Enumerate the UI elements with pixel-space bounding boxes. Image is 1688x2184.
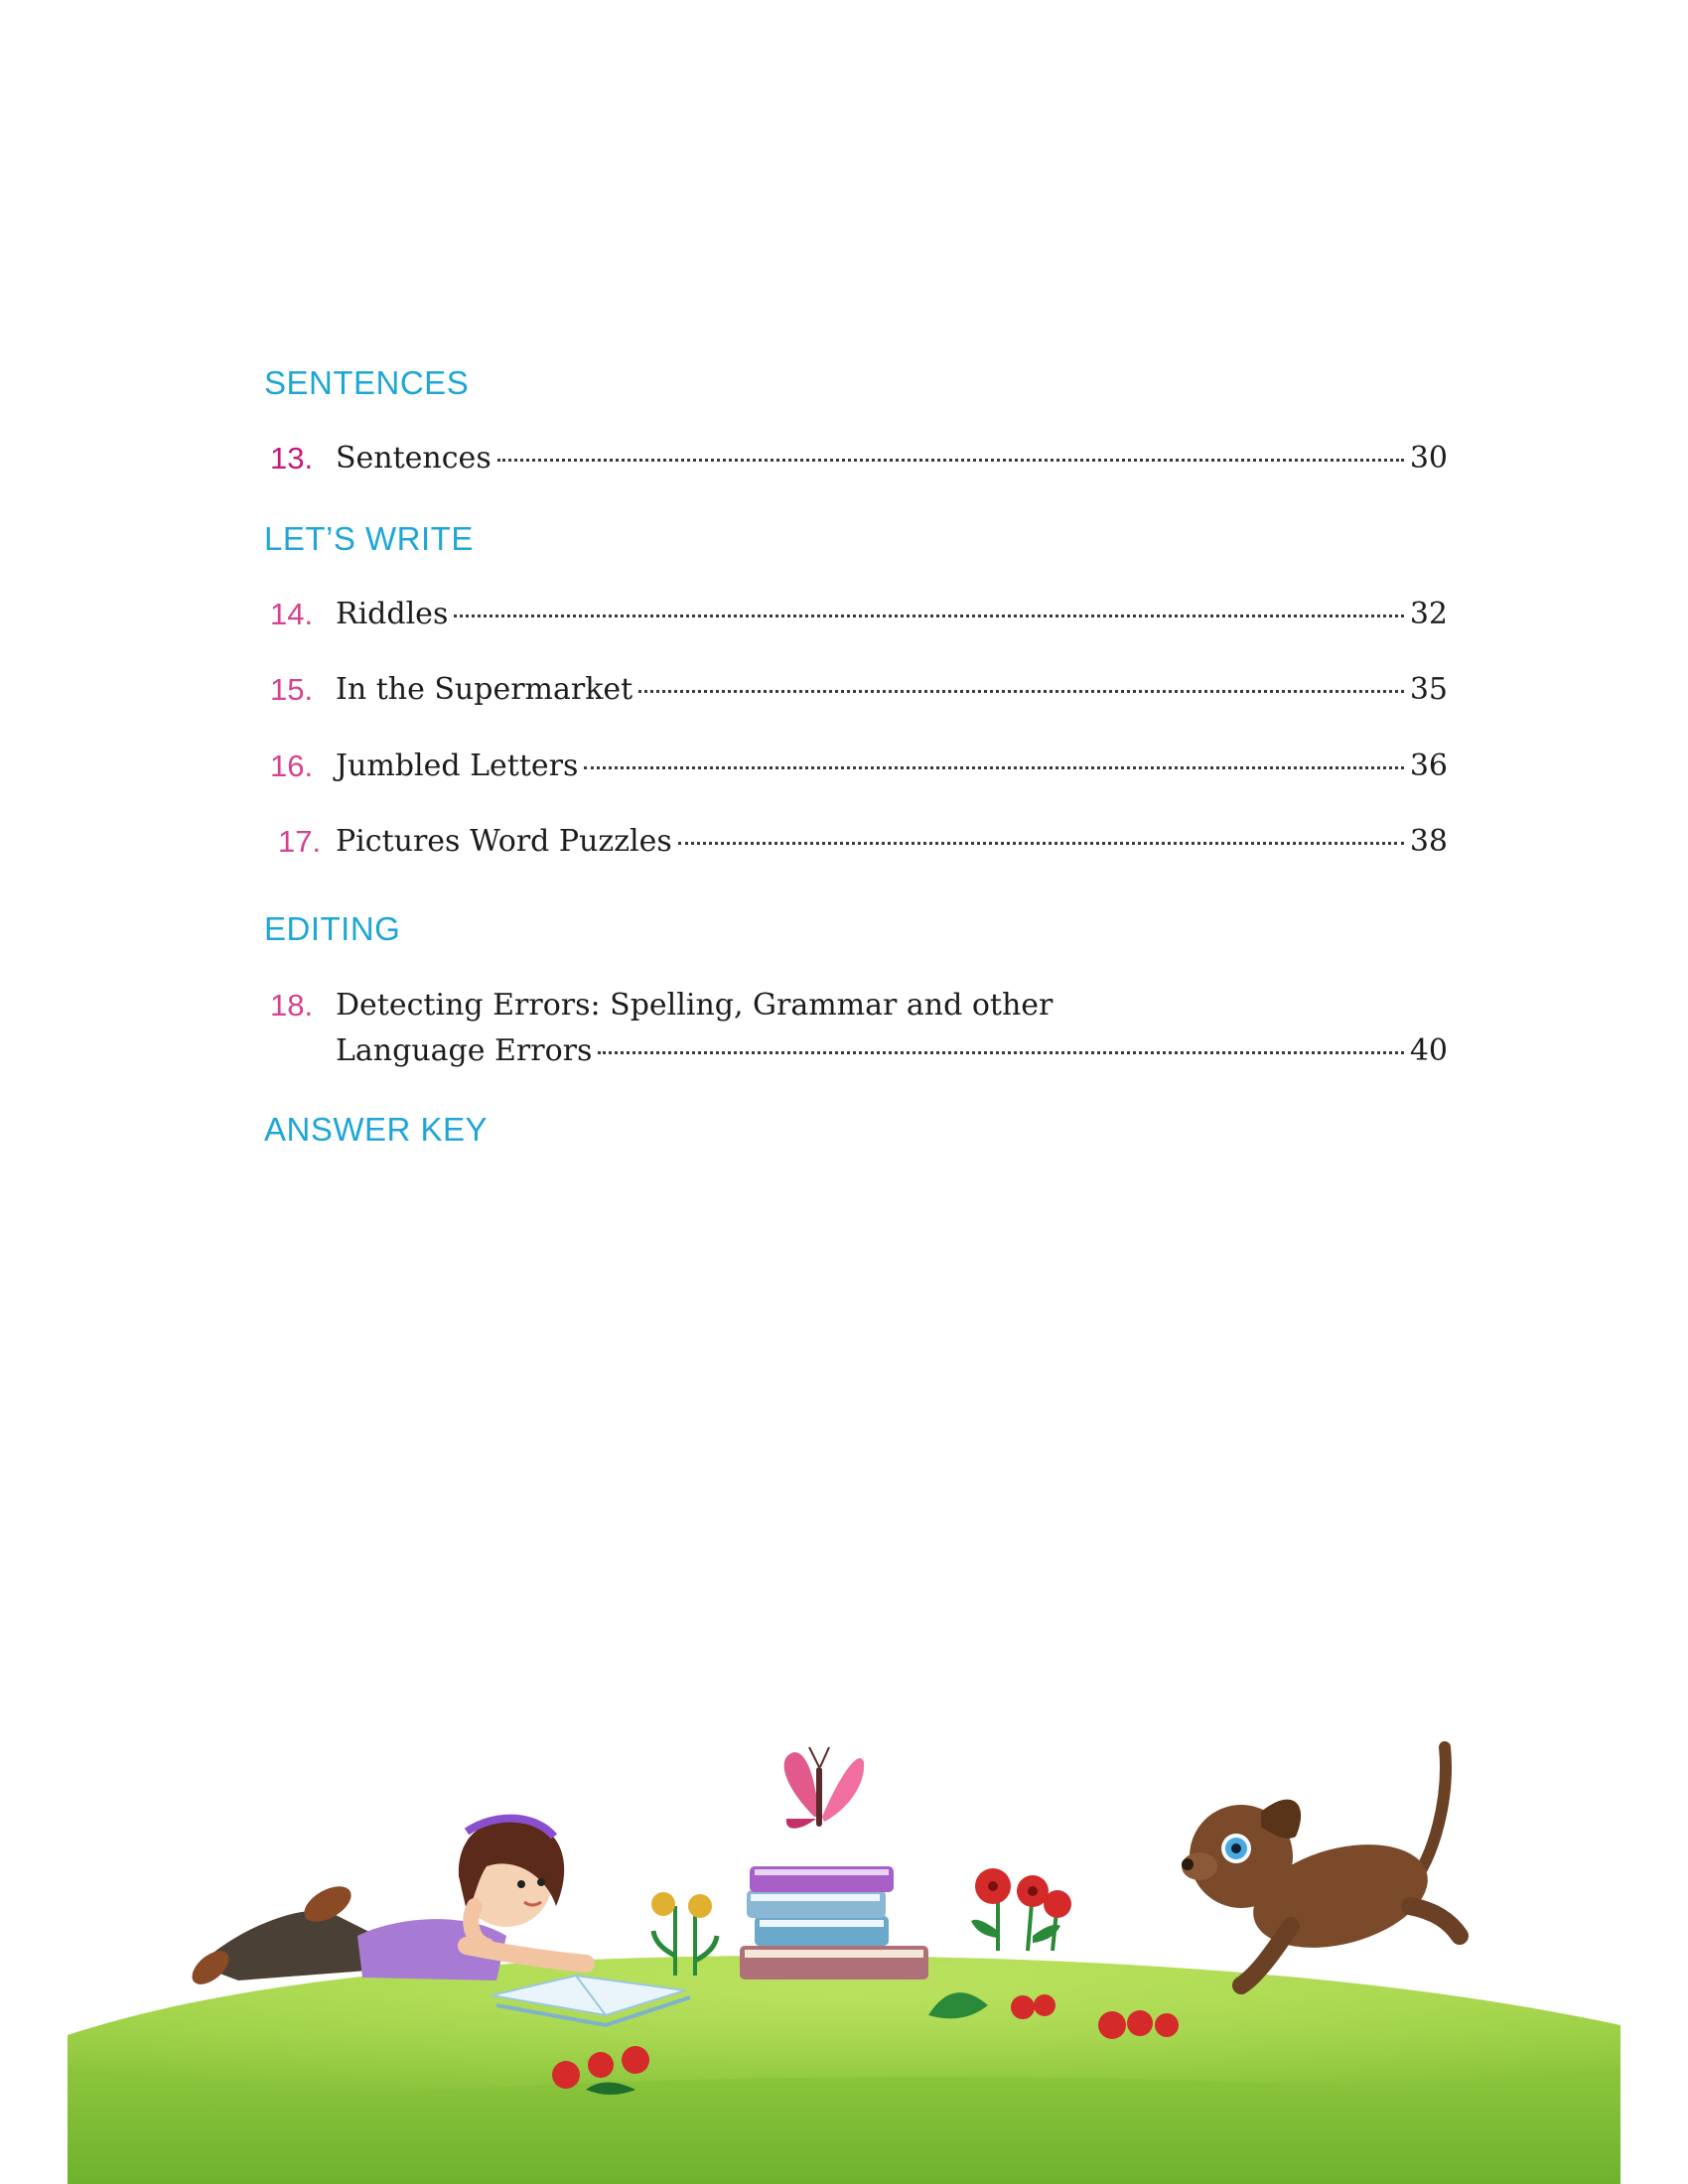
entry-title: Sentences bbox=[336, 441, 492, 476]
entry-number: 18. bbox=[270, 988, 314, 1023]
entry-number: 17. bbox=[278, 824, 322, 859]
entry-title: Pictures Word Puzzles bbox=[336, 824, 672, 859]
dot-leader bbox=[598, 1051, 1403, 1054]
butterfly-icon bbox=[784, 1747, 865, 1829]
entry-number: 15. bbox=[270, 672, 314, 707]
entry-number: 16. bbox=[270, 749, 314, 783]
flower-icon bbox=[971, 1868, 1071, 1951]
entry-page-number: 35 bbox=[1409, 672, 1448, 707]
section-heading-editing: EDITING bbox=[264, 910, 401, 947]
toc-entry[interactable] bbox=[270, 820, 1448, 864]
book-stack-icon bbox=[740, 1866, 928, 1979]
girl-reading-icon bbox=[186, 1819, 586, 1991]
section-heading-sentences: SENTENCES bbox=[264, 364, 470, 401]
toc-entry[interactable] bbox=[270, 437, 1448, 480]
entry-title: Jumbled Letters bbox=[336, 749, 579, 783]
dot-leader bbox=[497, 459, 1404, 462]
entry-line bbox=[336, 593, 1448, 636]
dot-leader bbox=[638, 690, 1404, 693]
toc-entry[interactable] bbox=[270, 593, 1448, 636]
dot-leader bbox=[584, 766, 1403, 769]
entry-page-number: 36 bbox=[1409, 749, 1448, 783]
entry-number: 14. bbox=[270, 597, 314, 631]
grass-hill bbox=[68, 1956, 1620, 2184]
entry-title: Language Errors bbox=[336, 1033, 593, 1068]
bottom-illustration bbox=[0, 1707, 1688, 2184]
entry-title: Riddles bbox=[336, 597, 449, 631]
entry-line bbox=[336, 745, 1448, 788]
dog-icon bbox=[1182, 1747, 1460, 1985]
dot-leader bbox=[678, 842, 1404, 845]
entry-page-number: 30 bbox=[1409, 441, 1448, 476]
entry-line bbox=[336, 1029, 1448, 1073]
entry-page-number: 40 bbox=[1409, 1033, 1448, 1068]
entry-number: 13. bbox=[270, 441, 314, 476]
toc-entry[interactable] bbox=[270, 984, 1448, 1075]
section-heading-answer-key: ANSWER KEY bbox=[264, 1111, 489, 1148]
toc-entry[interactable] bbox=[270, 668, 1448, 712]
toc-entry[interactable] bbox=[270, 745, 1448, 788]
entry-line bbox=[336, 820, 1448, 864]
entry-title-line1: Detecting Errors: Spelling, Grammar and other bbox=[336, 988, 1054, 1023]
section-heading-lets-write: LET’S WRITE bbox=[264, 520, 474, 557]
entry-page-number: 38 bbox=[1409, 824, 1448, 859]
entry-title: In the Supermarket bbox=[336, 672, 633, 707]
entry-line bbox=[336, 668, 1448, 712]
dot-leader bbox=[454, 614, 1403, 617]
entry-line bbox=[336, 437, 1448, 480]
entry-page-number: 32 bbox=[1409, 597, 1448, 631]
